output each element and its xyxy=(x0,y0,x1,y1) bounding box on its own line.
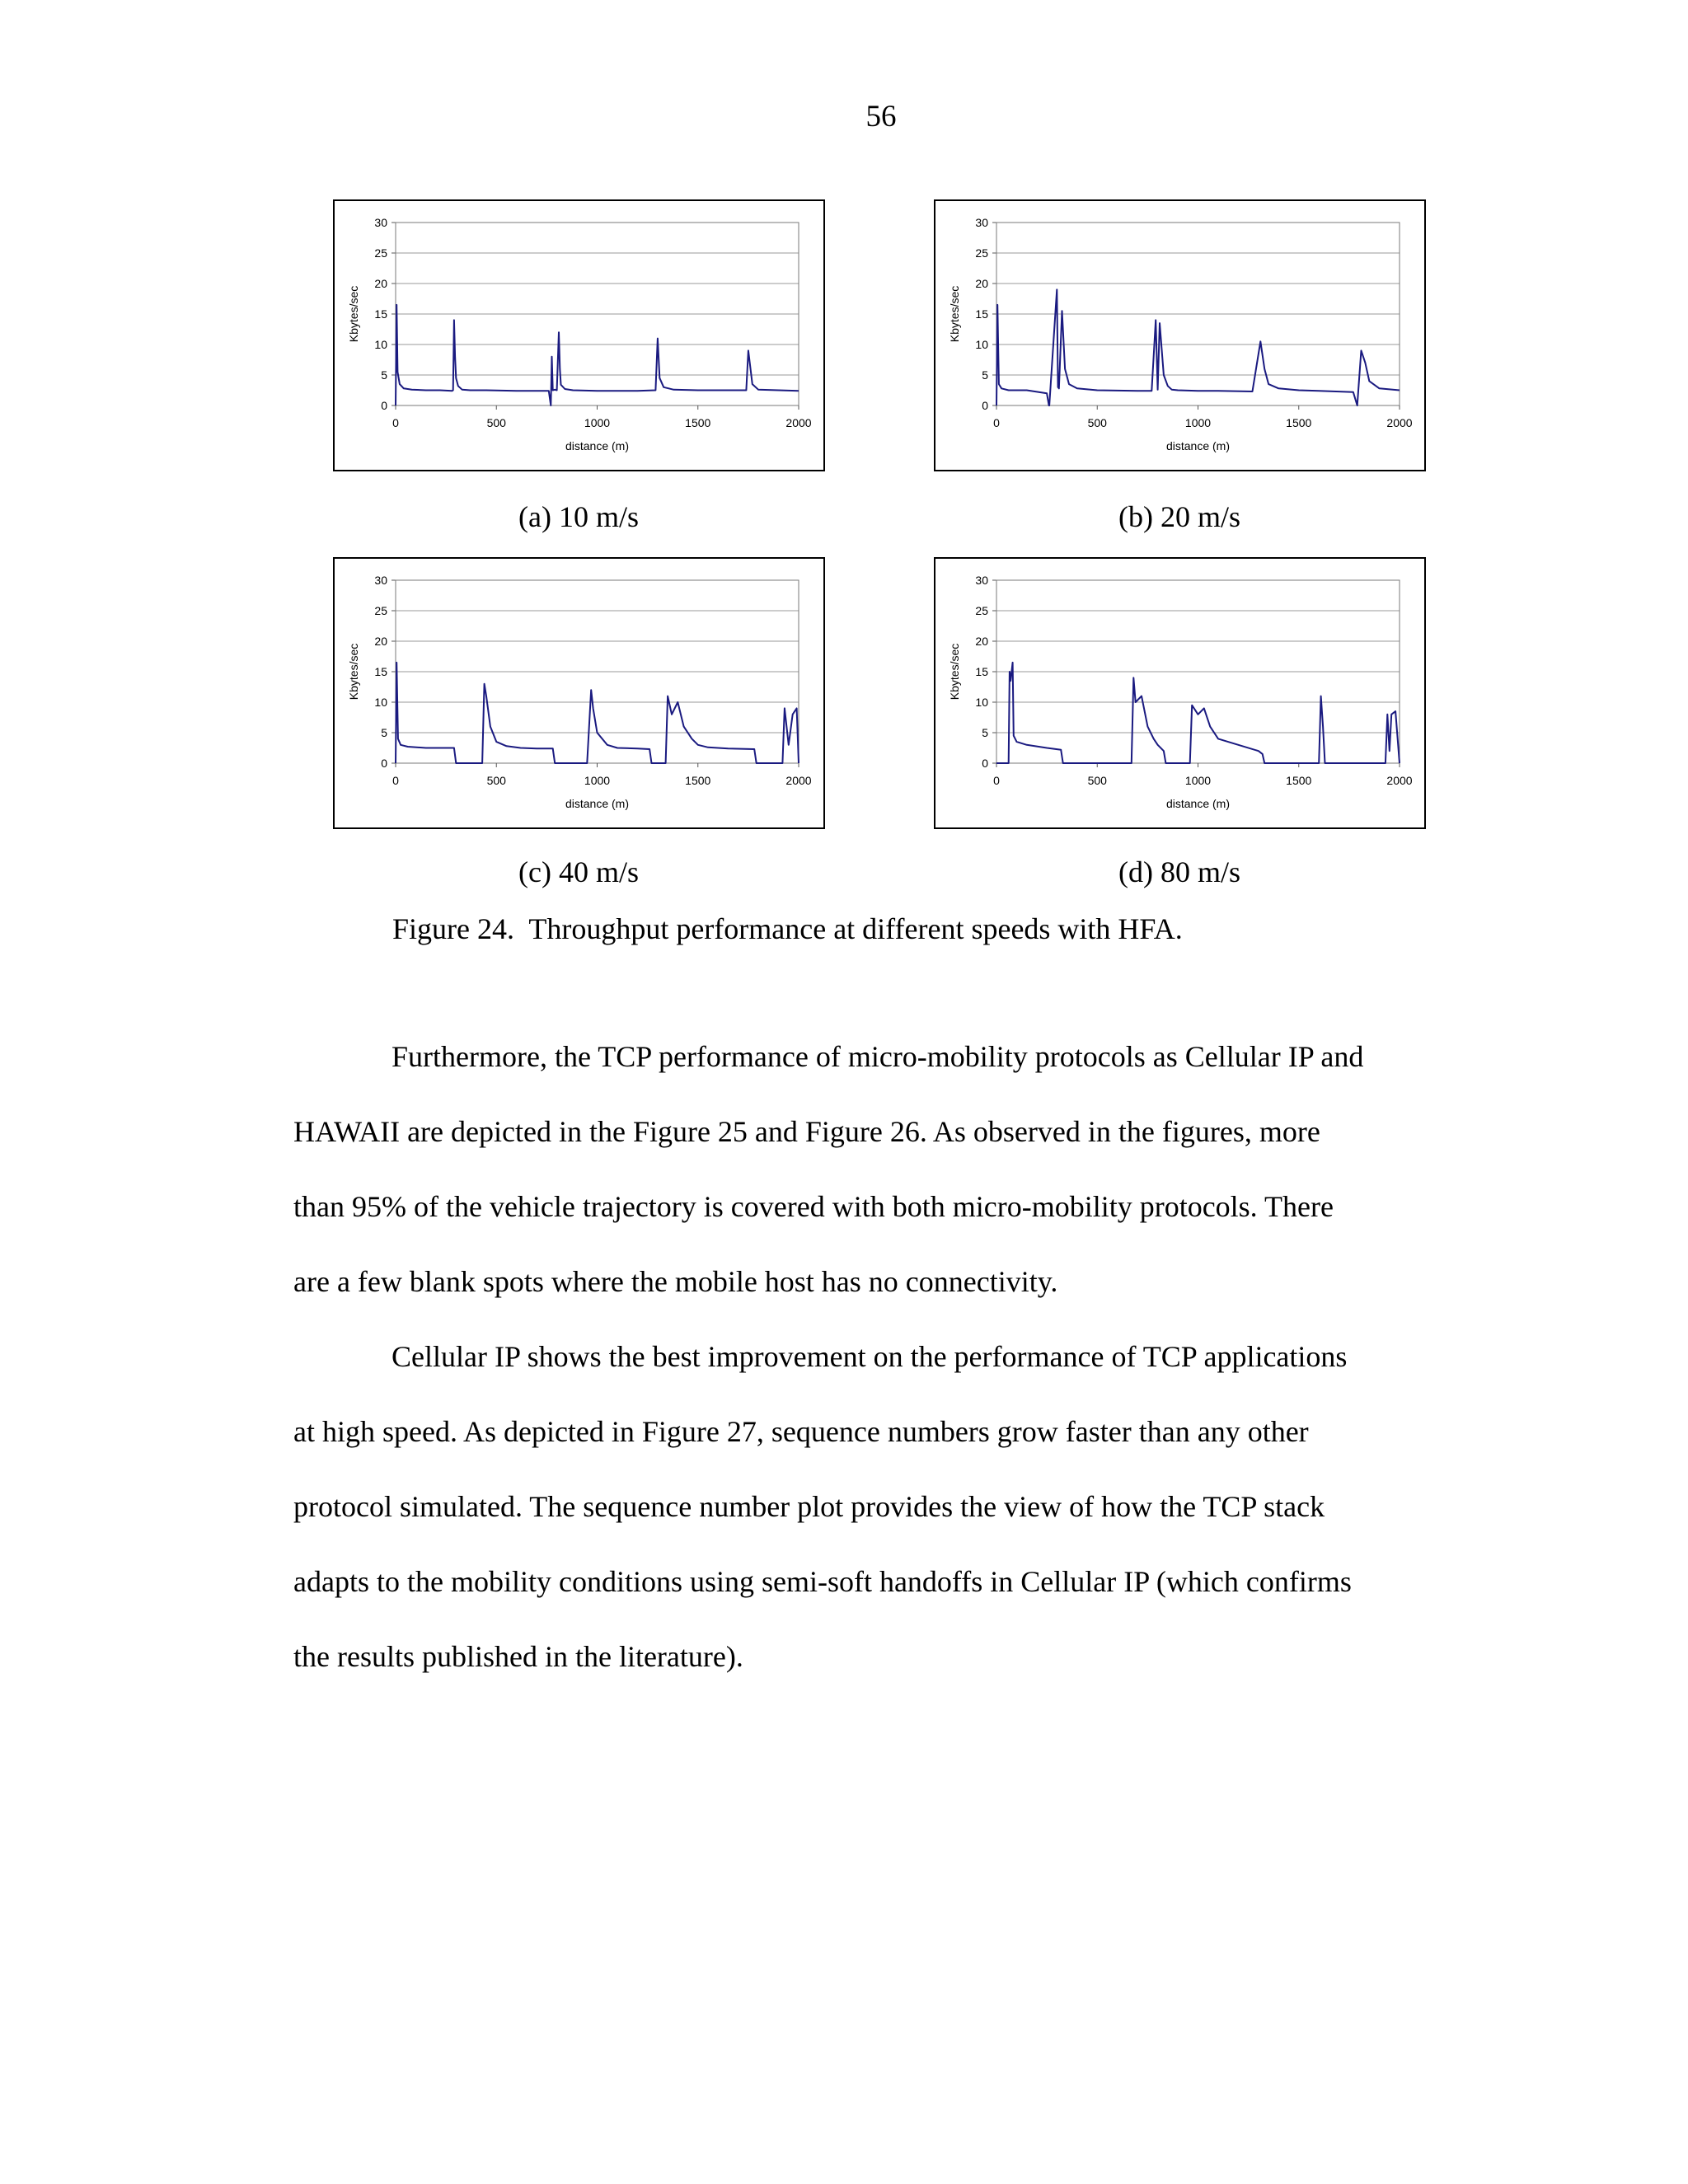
text-line: the results published in the literature). xyxy=(293,1640,743,1673)
text-line: protocol simulated. The sequence number plot provides the view of how the TCP stack xyxy=(293,1490,1325,1523)
subcaption-c: (c) 40 m/s xyxy=(518,855,639,888)
x-tick-label: 1500 xyxy=(1286,416,1312,429)
paragraph-2 xyxy=(293,1319,1464,1694)
y-tick-label: 0 xyxy=(381,399,387,412)
y-tick-label: 0 xyxy=(381,757,387,770)
throughput-series-line xyxy=(396,663,799,763)
text-line: HAWAII are depicted in the Figure 25 and Figure 26. As observed in the figures, more xyxy=(293,1115,1320,1148)
y-tick-label: 5 xyxy=(381,726,387,739)
chart-panel-b xyxy=(934,199,1426,471)
y-tick-label: 15 xyxy=(975,665,988,678)
y-tick-label: 10 xyxy=(374,696,387,709)
text-line: Cellular IP shows the best improvement on the performance of TCP applications xyxy=(392,1340,1348,1373)
x-tick-label: 1500 xyxy=(685,416,711,429)
x-tick-label: 0 xyxy=(392,774,399,787)
text-line: than 95% of the vehicle trajectory is covered with both micro-mobility protocols. There xyxy=(293,1190,1334,1223)
x-tick-label: 0 xyxy=(993,416,1000,429)
y-tick-label: 5 xyxy=(982,368,988,382)
y-axis-label: Kbytes/sec xyxy=(948,643,961,701)
text-line: adapts to the mobility conditions using semi-soft handoffs in Cellular IP (which confirms xyxy=(293,1565,1352,1598)
y-tick-label: 20 xyxy=(374,635,387,648)
y-tick-label: 15 xyxy=(374,665,387,678)
y-tick-label: 30 xyxy=(975,216,988,229)
y-tick-label: 30 xyxy=(975,574,988,587)
y-tick-label: 25 xyxy=(374,604,387,617)
x-axis-label: distance (m) xyxy=(565,797,630,810)
throughput-chart-a xyxy=(335,201,823,470)
x-tick-label: 0 xyxy=(993,774,1000,787)
x-tick-label: 500 xyxy=(1087,416,1107,429)
y-tick-label: 15 xyxy=(374,307,387,321)
y-tick-label: 20 xyxy=(975,635,988,648)
x-axis-label: distance (m) xyxy=(565,439,630,452)
page-number: 56 xyxy=(865,100,897,134)
x-axis-label: distance (m) xyxy=(1165,797,1231,810)
chart-panel-a xyxy=(333,199,825,471)
x-tick-label: 2000 xyxy=(1386,774,1413,787)
figure-caption: Figure 24. Throughput performance at different speeds with HFA. xyxy=(392,912,1183,945)
chart-panel-c xyxy=(333,557,825,829)
text-line: are a few blank spots where the mobile host has no connectivity. xyxy=(293,1265,1058,1298)
throughput-chart-c xyxy=(335,559,823,827)
x-tick-label: 500 xyxy=(486,774,506,787)
y-axis-label: Kbytes/sec xyxy=(948,285,961,343)
subcaption-d: (d) 80 m/s xyxy=(1118,855,1240,888)
y-axis-label: Kbytes/sec xyxy=(347,643,360,701)
x-tick-label: 1000 xyxy=(1184,774,1212,787)
x-tick-label: 2000 xyxy=(785,774,812,787)
y-tick-label: 0 xyxy=(982,757,988,770)
y-tick-label: 25 xyxy=(975,246,988,260)
subcaption-b: (b) 20 m/s xyxy=(1118,500,1240,533)
y-tick-label: 20 xyxy=(374,277,387,290)
y-tick-label: 15 xyxy=(975,307,988,321)
throughput-chart-d xyxy=(935,559,1424,827)
x-tick-label: 500 xyxy=(1087,774,1107,787)
x-tick-label: 1000 xyxy=(1184,416,1212,429)
x-axis-label: distance (m) xyxy=(1165,439,1231,452)
x-tick-label: 1500 xyxy=(1286,774,1312,787)
paragraph-1 xyxy=(293,1019,1464,1319)
y-tick-label: 25 xyxy=(374,246,387,260)
y-tick-label: 30 xyxy=(374,216,387,229)
throughput-chart-b xyxy=(935,201,1424,470)
x-tick-label: 1500 xyxy=(685,774,711,787)
y-axis-label: Kbytes/sec xyxy=(347,285,360,343)
throughput-series-line xyxy=(996,663,1400,763)
throughput-series-line xyxy=(996,289,1400,405)
y-tick-label: 30 xyxy=(374,574,387,587)
y-tick-label: 10 xyxy=(975,338,988,351)
chart-panel-d xyxy=(934,557,1426,829)
y-tick-label: 25 xyxy=(975,604,988,617)
body-text xyxy=(293,1019,1464,1694)
x-tick-label: 500 xyxy=(486,416,506,429)
x-tick-label: 2000 xyxy=(1386,416,1413,429)
y-tick-label: 10 xyxy=(374,338,387,351)
y-tick-label: 0 xyxy=(982,399,988,412)
y-tick-label: 10 xyxy=(975,696,988,709)
throughput-series-line xyxy=(396,305,799,405)
text-line: Furthermore, the TCP performance of micro-mobility protocols as Cellular IP and xyxy=(392,1040,1364,1073)
text-line: at high speed. As depicted in Figure 27, sequence numbers grow faster than any other xyxy=(293,1415,1309,1448)
y-tick-label: 20 xyxy=(975,277,988,290)
x-tick-label: 1000 xyxy=(584,416,611,429)
y-tick-label: 5 xyxy=(982,726,988,739)
subcaption-a: (a) 10 m/s xyxy=(518,500,639,533)
x-tick-label: 2000 xyxy=(785,416,812,429)
x-tick-label: 1000 xyxy=(584,774,611,787)
x-tick-label: 0 xyxy=(392,416,399,429)
y-tick-label: 5 xyxy=(381,368,387,382)
